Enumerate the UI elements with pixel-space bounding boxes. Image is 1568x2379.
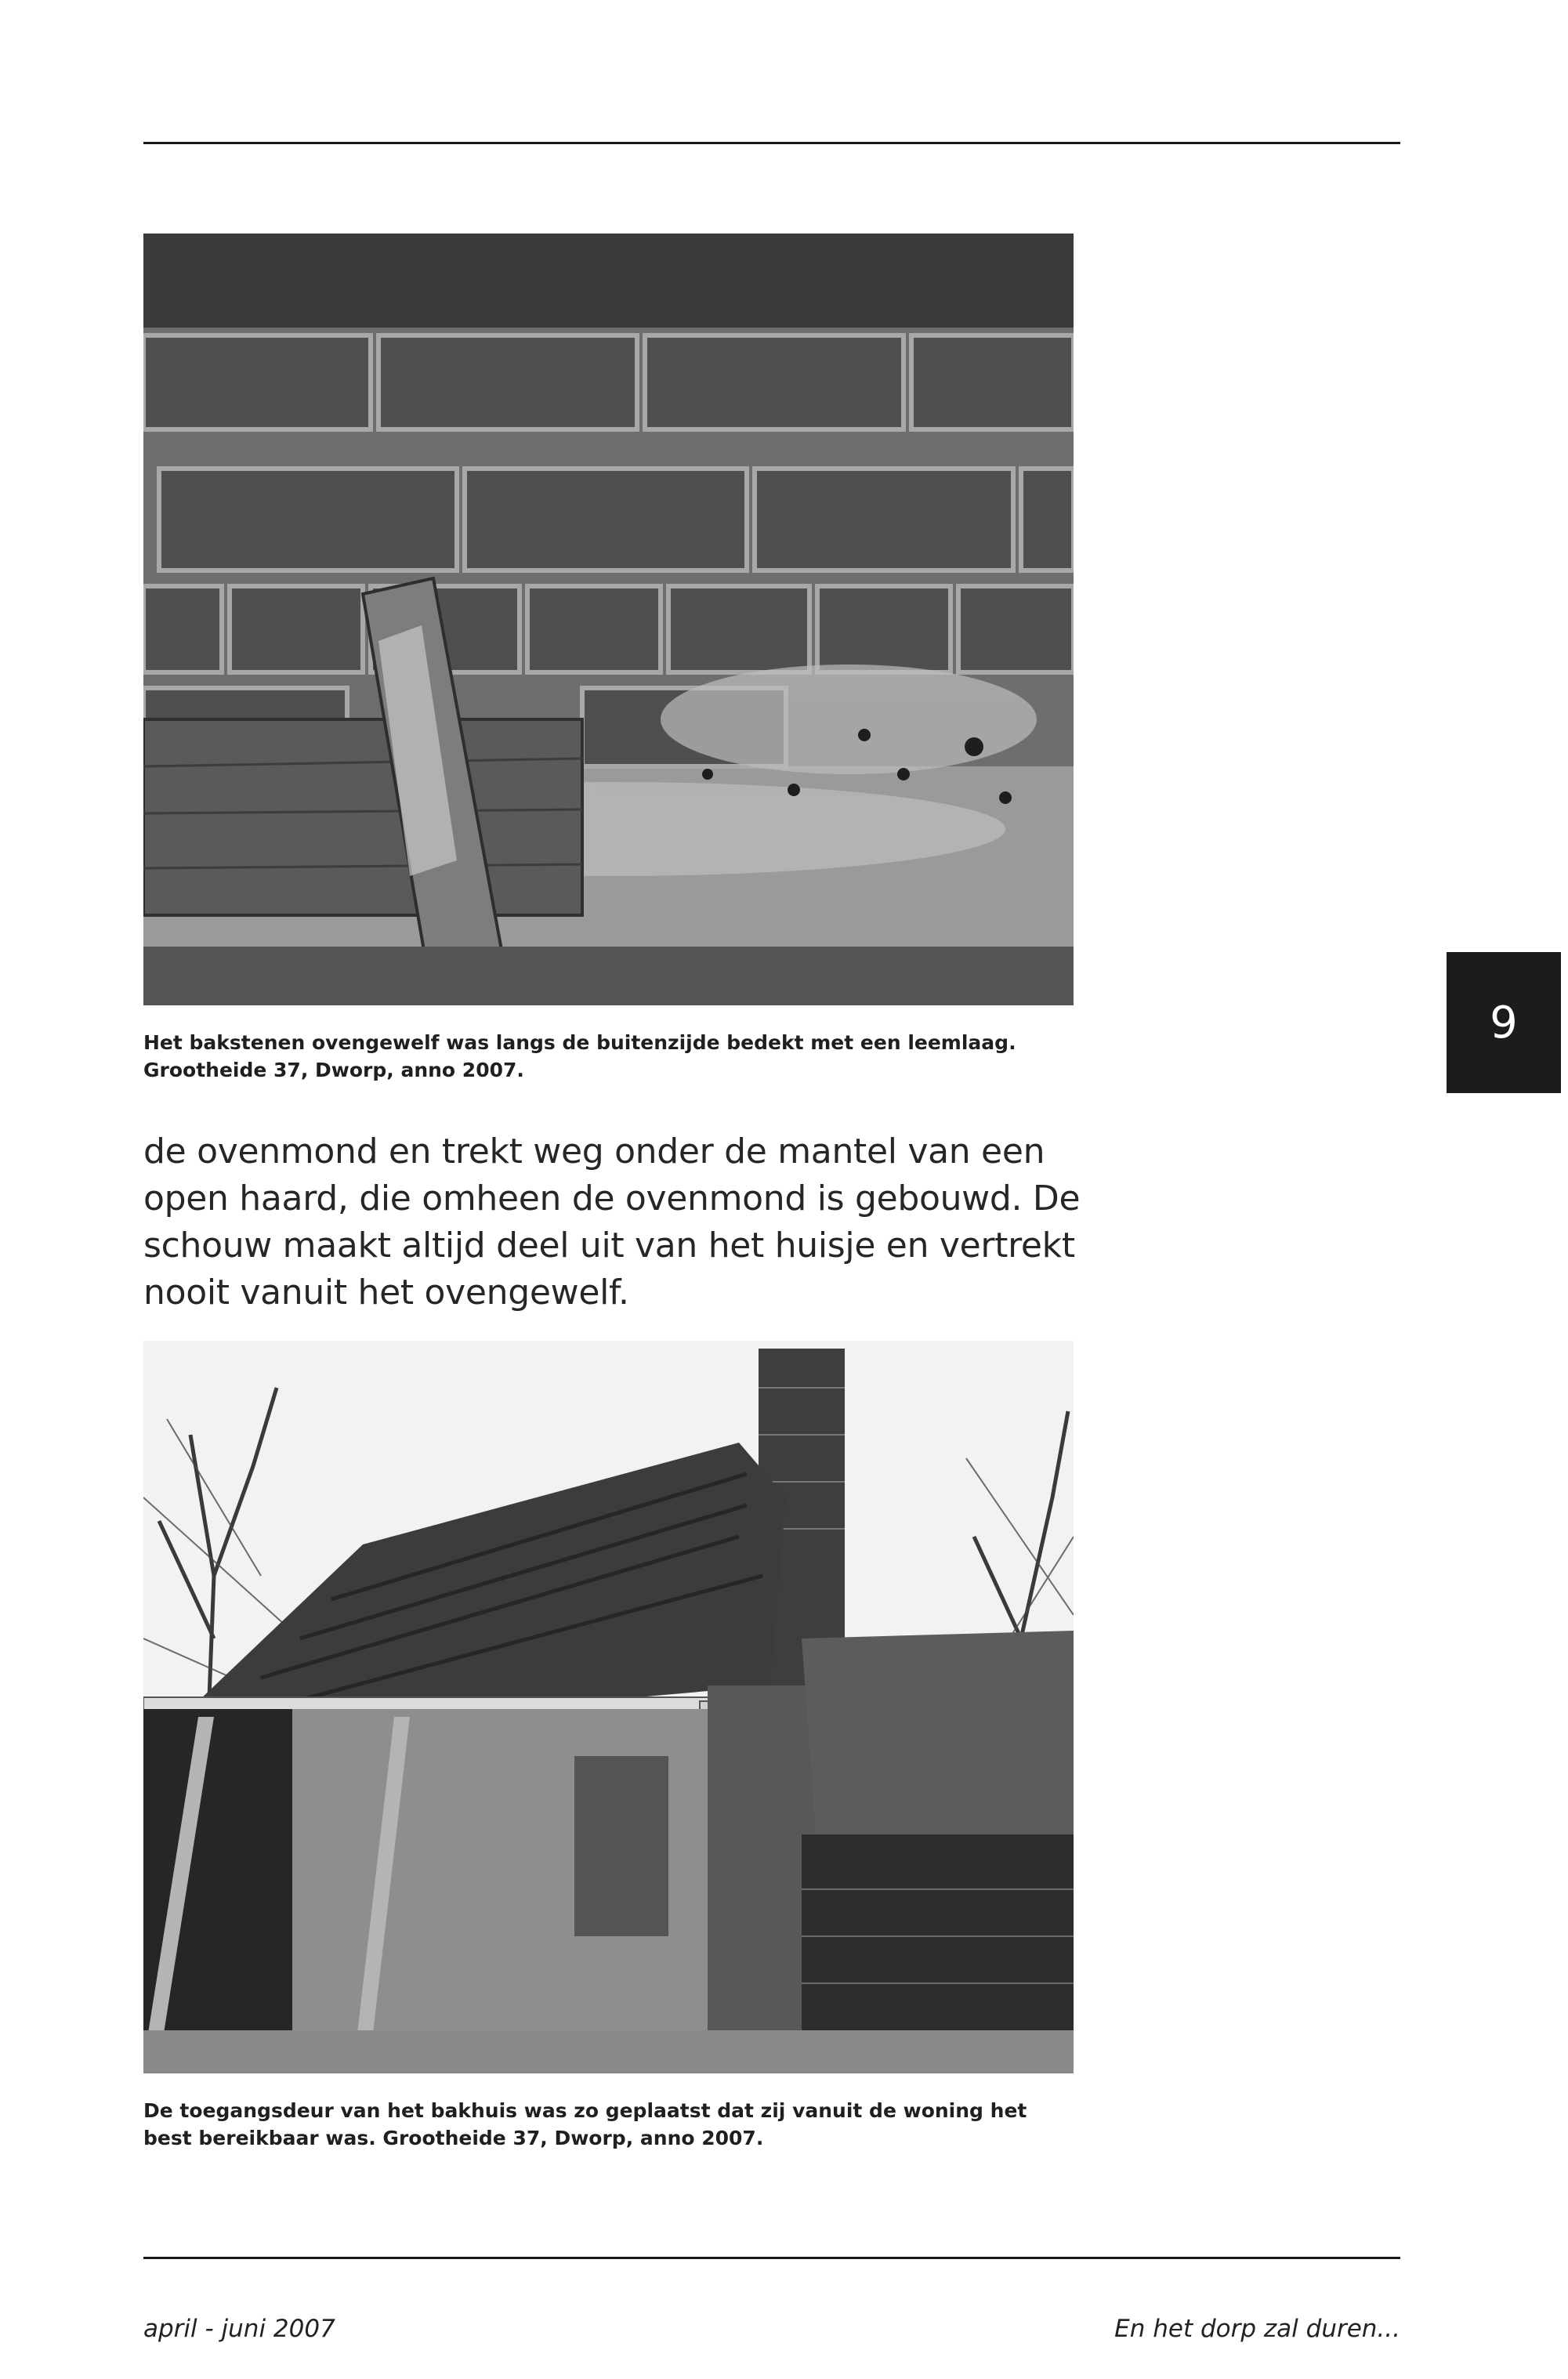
photo-bakehouse <box>143 1341 1074 2073</box>
figure-caption-2: De toegangsdeur van het bakhuis was zo geplaatst dat zij vanuit de woning het best bereikbaar was. Grootheide 37, Dworp, anno 2007. <box>143 2099 1027 2149</box>
body-paragraph: de ovenmond en trekt weg onder de mantel van een open haard, die omheen de ovenmond is gebouwd. De schouw maakt altijd deel uit van het huisje en vertrekt nooit vanuit het ovengewelf. <box>143 1132 1081 1313</box>
footer-publication-title: En het dorp zal duren... <box>1114 2315 1400 2343</box>
footer-rule <box>143 2257 1400 2259</box>
footer-date: april - juni 2007 <box>143 2315 335 2343</box>
header-rule <box>143 142 1400 144</box>
photo-brick-oven-wall <box>143 234 1074 1005</box>
chapter-number-tab <box>1447 952 1561 1093</box>
figure-caption-1: Het bakstenen ovengewelf was langs de buitenzijde bedekt met een leemlaag. Grootheide 37, Dworp, anno 2007. <box>143 1031 1016 1081</box>
chapter-number: 9 <box>1490 997 1518 1048</box>
